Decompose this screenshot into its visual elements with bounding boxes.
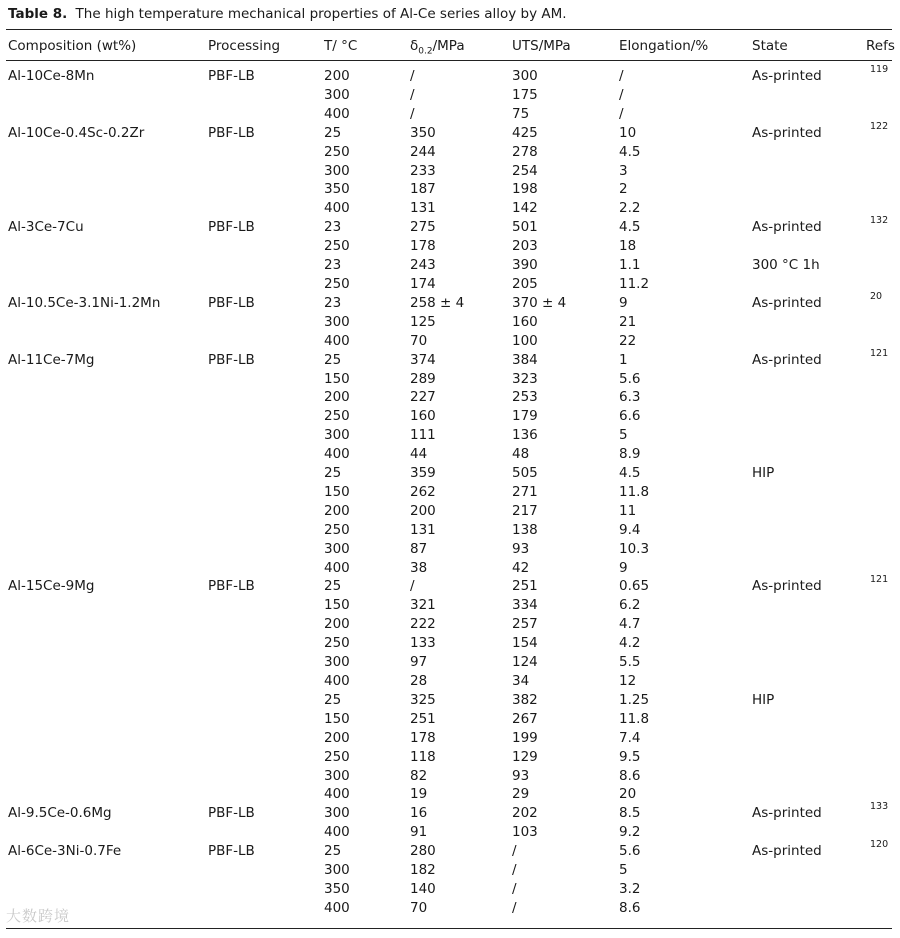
cell-elongation: 22 [619, 332, 637, 349]
cell-composition: Al-9.5Ce-0.6Mg [8, 805, 112, 822]
cell-temperature: 23 [324, 257, 342, 274]
table-row [0, 347, 900, 370]
cell-uts: 138 [512, 521, 538, 538]
cell-uts: 154 [512, 635, 538, 652]
cell-uts: 501 [512, 219, 538, 236]
cell-processing: PBF-LB [208, 294, 255, 311]
cell-elongation: / [619, 68, 624, 84]
cell-state: As-printed [752, 294, 822, 311]
table-row [0, 691, 900, 710]
table-header-rule [6, 60, 892, 61]
cell-elongation: 18 [619, 238, 637, 255]
cell-elongation: 0.65 [619, 578, 650, 595]
cell-uts: 300 [512, 68, 538, 84]
cell-yield-strength: 350 [410, 124, 436, 141]
cell-uts: 323 [512, 370, 538, 387]
cell-elongation: 2 [619, 181, 628, 198]
cell-yield-strength: 131 [410, 521, 436, 538]
cell-uts: / [512, 899, 517, 916]
cell-yield-strength: 174 [410, 275, 436, 292]
cell-temperature: 300 [324, 313, 350, 330]
cell-temperature: 23 [324, 219, 342, 236]
cell-uts: 34 [512, 673, 530, 689]
cell-elongation: 7.4 [619, 729, 641, 746]
header-yield-unit: /MPa [432, 38, 465, 54]
cell-ref: 20 [870, 290, 883, 302]
cell-yield-strength: 125 [410, 313, 436, 330]
cell-temperature: 250 [324, 143, 350, 160]
cell-uts: 505 [512, 465, 538, 482]
cell-temperature: 25 [324, 351, 342, 368]
table-row [0, 407, 900, 426]
cell-uts: 382 [512, 691, 538, 708]
cell-yield-strength: 91 [410, 824, 428, 841]
table-row [0, 120, 900, 143]
table-row [0, 162, 900, 181]
table-title: The high temperature mechanical properties of Al-Ce series alloy by AM. [75, 6, 567, 22]
cell-uts: 103 [512, 824, 538, 841]
cell-uts: 93 [512, 767, 530, 784]
cell-ref: 122 [870, 120, 889, 132]
cell-composition: Al-10Ce-0.4Sc-0.2Zr [8, 124, 145, 141]
cell-temperature: 300 [324, 540, 350, 557]
cell-yield-strength: / [410, 68, 415, 84]
cell-yield-strength: 227 [410, 389, 436, 406]
cell-elongation: 11.2 [619, 275, 650, 292]
table-row [0, 596, 900, 615]
cell-uts: 42 [512, 559, 530, 576]
table-row [0, 672, 900, 691]
table-row [0, 64, 900, 86]
cell-elongation: 4.2 [619, 635, 641, 652]
cell-processing: PBF-LB [208, 805, 255, 822]
cell-state: As-printed [752, 351, 822, 368]
cell-processing: PBF-LB [208, 124, 255, 141]
cell-composition: Al-10Ce-8Mn [8, 68, 95, 84]
cell-yield-strength: 87 [410, 540, 428, 557]
cell-temperature: 400 [324, 446, 350, 463]
cell-temperature: 25 [324, 843, 342, 860]
cell-composition: Al-15Ce-9Mg [8, 578, 95, 595]
cell-elongation: 5.5 [619, 654, 641, 671]
table-row [0, 540, 900, 559]
cell-composition: Al-3Ce-7Cu [8, 219, 84, 236]
table-row [0, 653, 900, 672]
cell-composition: Al-10.5Ce-3.1Ni-1.2Mn [8, 294, 161, 311]
cell-elongation: 8.9 [619, 446, 641, 463]
cell-temperature: 250 [324, 408, 350, 425]
cell-state: As-printed [752, 68, 822, 84]
cell-uts: 75 [512, 105, 530, 122]
cell-elongation: 4.7 [619, 616, 641, 633]
cell-temperature: 300 [324, 654, 350, 671]
cell-uts: 254 [512, 162, 538, 179]
cell-temperature: 25 [324, 465, 342, 482]
cell-yield-strength: 321 [410, 597, 436, 614]
cell-uts: 124 [512, 654, 538, 671]
cell-elongation: / [619, 105, 624, 122]
cell-state: As-printed [752, 219, 822, 236]
cell-composition: Al-6Ce-3Ni-0.7Fe [8, 843, 122, 860]
cell-elongation: 8.6 [619, 767, 641, 784]
cell-yield-strength: / [410, 86, 415, 103]
cell-temperature: 200 [324, 502, 350, 519]
table-top-rule [6, 29, 892, 30]
cell-uts: 202 [512, 805, 538, 822]
cell-uts: 271 [512, 483, 538, 500]
cell-state: HIP [752, 465, 775, 482]
cell-temperature: 250 [324, 238, 350, 255]
cell-uts: / [512, 862, 517, 879]
cell-uts: 203 [512, 238, 538, 255]
cell-elongation: 9.2 [619, 824, 641, 841]
cell-yield-strength: 289 [410, 370, 436, 387]
cell-temperature: 150 [324, 483, 350, 500]
cell-uts: 334 [512, 597, 538, 614]
watermark-text: 大数跨境 [6, 907, 71, 925]
table-body [0, 64, 900, 918]
cell-temperature: 400 [324, 786, 350, 803]
cell-temperature: 350 [324, 181, 350, 198]
cell-temperature: 350 [324, 880, 350, 897]
cell-elongation: 21 [619, 313, 637, 330]
header-elongation: Elongation/% [619, 38, 709, 54]
cell-yield-strength: 140 [410, 880, 436, 897]
cell-yield-strength: 160 [410, 408, 436, 425]
cell-elongation: 4.5 [619, 465, 641, 482]
cell-yield-strength: 275 [410, 219, 436, 236]
cell-yield-strength: 19 [410, 786, 428, 803]
cell-yield-strength: 131 [410, 200, 436, 217]
cell-temperature: 23 [324, 294, 342, 311]
cell-temperature: 400 [324, 105, 350, 122]
table-bottom-rule [6, 928, 892, 929]
cell-temperature: 300 [324, 862, 350, 879]
table-row [0, 559, 900, 578]
cell-state: As-printed [752, 578, 822, 595]
cell-temperature: 250 [324, 275, 350, 292]
table-row [0, 275, 900, 294]
cell-uts: 205 [512, 275, 538, 292]
cell-processing: PBF-LB [208, 351, 255, 368]
cell-elongation: 8.5 [619, 805, 641, 822]
header-uts: UTS/MPa [512, 38, 571, 54]
table-row [0, 574, 900, 596]
cell-temperature: 200 [324, 616, 350, 633]
header-composition: Composition (wt%) [8, 38, 137, 54]
cell-yield-strength: 262 [410, 483, 436, 500]
table-row [0, 199, 900, 218]
table-row [0, 615, 900, 634]
table-row [0, 105, 900, 124]
cell-state: As-printed [752, 124, 822, 141]
cell-yield-strength: 187 [410, 181, 436, 198]
cell-uts: 160 [512, 313, 538, 330]
cell-uts: 100 [512, 332, 538, 349]
cell-temperature: 200 [324, 729, 350, 746]
cell-processing: PBF-LB [208, 843, 255, 860]
cell-elongation: 10 [619, 124, 637, 141]
cell-yield-strength: 178 [410, 238, 436, 255]
cell-temperature: 300 [324, 427, 350, 444]
cell-elongation: 1 [619, 351, 628, 368]
cell-elongation: 6.3 [619, 389, 641, 406]
table-row [0, 710, 900, 729]
cell-temperature: 300 [324, 805, 350, 822]
cell-yield-strength: 118 [410, 748, 436, 765]
cell-temperature: 25 [324, 124, 342, 141]
cell-uts: 267 [512, 710, 538, 727]
table-row [0, 899, 900, 918]
cell-uts: 129 [512, 748, 538, 765]
cell-elongation: 5.6 [619, 370, 641, 387]
cell-yield-strength: 280 [410, 843, 436, 860]
table-row [0, 839, 900, 861]
cell-uts: 253 [512, 389, 538, 406]
cell-temperature: 400 [324, 559, 350, 576]
cell-yield-strength: 44 [410, 446, 428, 463]
table-row [0, 767, 900, 786]
cell-ref: 120 [870, 839, 889, 851]
cell-state: HIP [752, 691, 775, 708]
cell-elongation: 5 [619, 862, 628, 879]
cell-temperature: 150 [324, 710, 350, 727]
cell-uts: 29 [512, 786, 530, 803]
cell-ref: 132 [870, 215, 889, 227]
cell-temperature: 300 [324, 162, 350, 179]
cell-elongation: 3 [619, 162, 628, 179]
header-yield-strength [410, 37, 465, 61]
cell-yield-strength: 97 [410, 654, 428, 671]
table-row [0, 180, 900, 199]
cell-elongation: 1.25 [619, 691, 650, 708]
cell-ref: 119 [870, 64, 889, 75]
cell-uts: 278 [512, 143, 538, 160]
table-row [0, 729, 900, 748]
cell-processing: PBF-LB [208, 578, 255, 595]
table-row [0, 785, 900, 804]
cell-elongation: / [619, 86, 624, 103]
cell-yield-strength: 178 [410, 729, 436, 746]
cell-yield-strength: 28 [410, 673, 428, 689]
cell-elongation: 9 [619, 294, 628, 311]
cell-elongation: 4.5 [619, 219, 641, 236]
table-row [0, 370, 900, 389]
cell-uts: 179 [512, 408, 538, 425]
cell-state: As-printed [752, 843, 822, 860]
table-row [0, 237, 900, 256]
cell-temperature: 150 [324, 370, 350, 387]
table-row [0, 215, 900, 237]
cell-temperature: 250 [324, 635, 350, 652]
table-row [0, 880, 900, 899]
cell-elongation: 9.4 [619, 521, 641, 538]
table-row [0, 256, 900, 275]
cell-yield-strength: 38 [410, 559, 428, 576]
table-row [0, 313, 900, 332]
table-row [0, 748, 900, 767]
cell-yield-strength: 243 [410, 257, 436, 274]
cell-elongation: 11.8 [619, 483, 650, 500]
cell-elongation: 12 [619, 673, 637, 689]
cell-yield-strength: / [410, 578, 415, 595]
cell-temperature: 400 [324, 332, 350, 349]
cell-uts: 136 [512, 427, 538, 444]
cell-yield-strength: 244 [410, 143, 436, 160]
cell-temperature: 25 [324, 578, 342, 595]
cell-elongation: 1.1 [619, 257, 641, 274]
cell-uts: 384 [512, 351, 538, 368]
cell-yield-strength: 70 [410, 332, 428, 349]
table-row [0, 388, 900, 407]
cell-uts: 370 ± 4 [512, 294, 567, 311]
cell-elongation: 5 [619, 427, 628, 444]
cell-yield-strength: 359 [410, 465, 436, 482]
cell-yield-strength: 182 [410, 862, 436, 879]
cell-yield-strength: 258 ± 4 [410, 294, 465, 311]
cell-elongation: 8.6 [619, 899, 641, 916]
cell-elongation: 2.2 [619, 200, 641, 217]
cell-temperature: 300 [324, 767, 350, 784]
table-row [0, 290, 900, 313]
table-row [0, 502, 900, 521]
cell-yield-strength: 222 [410, 616, 436, 633]
cell-yield-strength: 133 [410, 635, 436, 652]
cell-elongation: 9 [619, 559, 628, 576]
header-refs: Refs [866, 38, 895, 54]
cell-temperature: 400 [324, 200, 350, 217]
cell-composition: Al-11Ce-7Mg [8, 351, 95, 368]
cell-temperature: 400 [324, 673, 350, 689]
cell-yield-strength: 233 [410, 162, 436, 179]
cell-elongation: 10.3 [619, 540, 650, 557]
cell-yield-strength: 16 [410, 805, 428, 822]
table-row [0, 143, 900, 162]
cell-state: 300 °C 1h [752, 257, 820, 274]
cell-yield-strength: 325 [410, 691, 436, 708]
cell-yield-strength: 374 [410, 351, 436, 368]
cell-yield-strength: 200 [410, 502, 436, 519]
cell-uts: 199 [512, 729, 538, 746]
header-processing: Processing [208, 38, 281, 54]
cell-elongation: 11 [619, 502, 637, 519]
cell-temperature: 25 [324, 691, 342, 708]
table-row [0, 801, 900, 823]
cell-uts: 48 [512, 446, 530, 463]
cell-uts: 257 [512, 616, 538, 633]
table-row [0, 861, 900, 880]
cell-ref: 133 [870, 801, 889, 813]
table-row [0, 426, 900, 445]
cell-ref: 121 [870, 347, 889, 359]
cell-yield-strength: 82 [410, 767, 428, 784]
cell-uts: / [512, 880, 517, 897]
cell-temperature: 400 [324, 824, 350, 841]
cell-state: As-printed [752, 805, 822, 822]
cell-temperature: 200 [324, 68, 350, 84]
cell-elongation: 20 [619, 786, 637, 803]
cell-uts: 217 [512, 502, 538, 519]
table-row [0, 332, 900, 351]
cell-processing: PBF-LB [208, 219, 255, 236]
cell-yield-strength: 111 [410, 427, 436, 444]
cell-uts: 142 [512, 200, 538, 217]
cell-uts: 93 [512, 540, 530, 557]
header-yield-symbol: δ [410, 38, 419, 54]
table-row [0, 445, 900, 464]
header-yield-subscript: 0.2 [418, 46, 433, 57]
table-row [0, 483, 900, 502]
header-state: State [752, 38, 788, 54]
cell-uts: 425 [512, 124, 538, 141]
cell-elongation: 9.5 [619, 748, 641, 765]
table-row [0, 464, 900, 483]
cell-yield-strength: 70 [410, 899, 428, 916]
cell-processing: PBF-LB [208, 68, 255, 84]
cell-uts: 198 [512, 181, 538, 198]
cell-temperature: 400 [324, 899, 350, 916]
cell-elongation: 6.6 [619, 408, 641, 425]
cell-uts: / [512, 843, 517, 860]
cell-temperature: 300 [324, 86, 350, 103]
table-caption [8, 4, 567, 24]
cell-yield-strength: / [410, 105, 415, 122]
table-label: Table 8. [8, 6, 68, 22]
watermark-logo [6, 905, 70, 926]
cell-elongation: 5.6 [619, 843, 641, 860]
cell-uts: 251 [512, 578, 538, 595]
header-temperature: T/ °C [324, 38, 358, 54]
table-row [0, 634, 900, 653]
cell-elongation: 3.2 [619, 880, 641, 897]
cell-elongation: 6.2 [619, 597, 641, 614]
table-row [0, 521, 900, 540]
cell-temperature: 250 [324, 748, 350, 765]
cell-yield-strength: 251 [410, 710, 436, 727]
cell-temperature: 150 [324, 597, 350, 614]
cell-uts: 175 [512, 86, 538, 103]
cell-elongation: 4.5 [619, 143, 641, 160]
table-row [0, 823, 900, 842]
cell-elongation: 11.8 [619, 710, 650, 727]
table-row [0, 86, 900, 105]
cell-temperature: 250 [324, 521, 350, 538]
cell-uts: 390 [512, 257, 538, 274]
cell-temperature: 200 [324, 389, 350, 406]
cell-ref: 121 [870, 574, 889, 586]
